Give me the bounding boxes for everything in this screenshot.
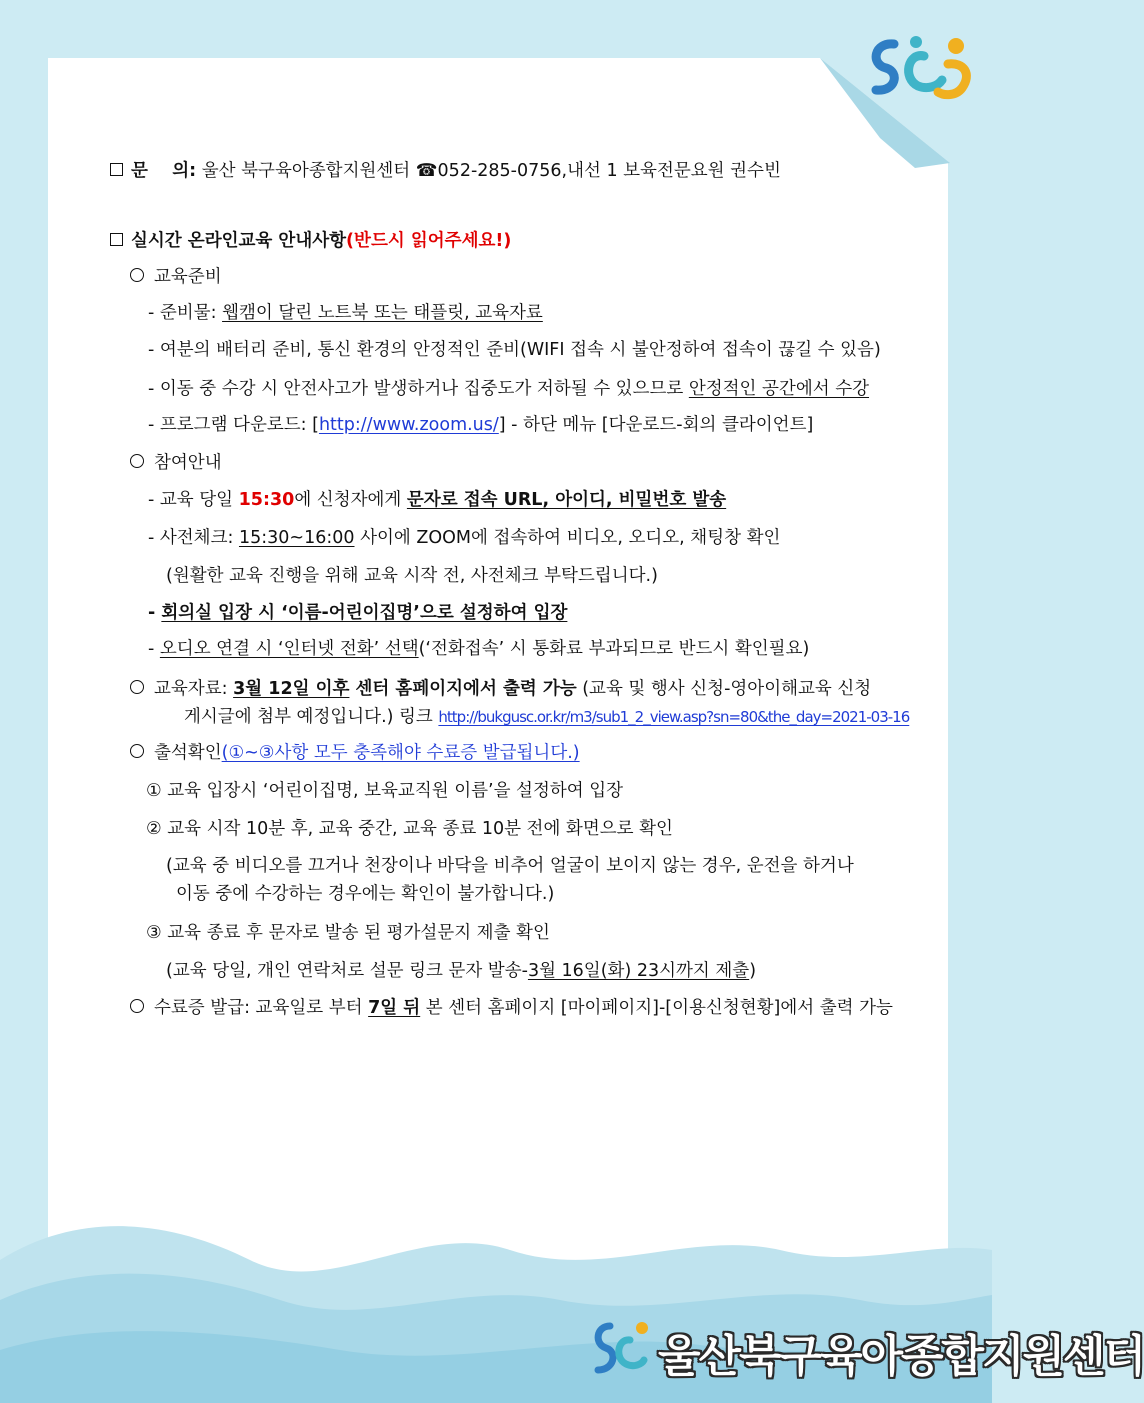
footer-logo-icon [592,1318,652,1380]
contact-label: 문 의: [131,161,197,181]
join-item-4-underlined: 오디오 연결 시 ‘인터넷 전화’ 선택 [159,639,419,659]
certificate-suffix: 본 센터 홈페이지 [마이페이지]-[이용신청현황]에서 출력 가능 [420,998,893,1018]
join-item-3 [148,602,567,624]
join-item-1-time: 15:30 [238,490,295,510]
material-bold-text: 센터 홈페이지에서 출력 가능 [349,679,577,699]
join-item-3-prefix: - [148,603,162,623]
center-logo-icon [864,34,976,102]
join-item-1-mid: 에 신청자에게 [294,490,407,510]
footer-center-name: 울산북구육아종합지원센터 [658,1331,1144,1382]
bullet-circle-icon [130,999,144,1013]
contact-text: 울산 북구육아종합지원센터 ☎052-285-0756,내선 1 보육전문요원 권수빈 [201,161,781,181]
join-item-1 [148,489,726,511]
contact-line [110,160,781,182]
join-item-2-underlined: 15:30~16:00 [238,528,355,548]
join-item-1-underlined: 문자로 접속 URL, 아이디, 비밀번호 발송 [406,490,727,510]
material-prefix: 교육자료: [154,679,234,699]
join-section-title [130,452,222,474]
join-title-text: 참여안내 [154,453,222,473]
notice-heading-emphasis: (반드시 읽어주세요!) [346,231,512,251]
attendance-condition-1: ① 교육 입장시 ‘어린이집명, 보육교직원 이름’을 설정하여 입장 [146,781,624,801]
join-item-2-suffix: 사이에 ZOOM에 접속하여 비디오, 오디오, 채팅창 확인 [354,528,781,548]
material-date: 3월 12일 이후 [233,679,350,699]
attendance-title-text: 출석확인 [154,743,222,763]
join-item-4-prefix: - [148,639,160,659]
bullet-circle-icon [130,744,144,758]
join-item-2-prefix: - 사전체크: [148,528,239,548]
join-item-2 [148,527,780,549]
attendance-condition-3-note [166,960,756,982]
prep-item-4 [148,414,813,436]
attendance-c3-deadline: 3월 16일(화) 23시까지 제출 [527,961,750,981]
certificate-days: 7일 뒤 [368,998,421,1018]
prep-item-4-suffix: ] - 하단 메뉴 [다운로드-회의 클라이언트] [498,415,814,435]
material-suffix: (교육 및 행사 신청-영아이해교육 신청 [576,679,872,699]
attendance-c3-note-suffix: ) [749,961,757,981]
material-line-1 [130,678,871,700]
attendance-c3-note-prefix: (교육 당일, 개인 연락처로 설문 링크 문자 발송- [166,961,528,981]
bullet-circle-icon [130,268,144,282]
attendance-section-title [130,742,580,764]
bullet-circle-icon [130,680,144,694]
prep-item-1-underlined: 웹캠이 달린 노트북 또는 태플릿, 교육자료 [222,303,543,323]
join-item-3-underlined: 회의실 입장 시 ‘이름-어린이집명’으로 설정하여 입장 [161,603,568,623]
notice-heading-text: 실시간 온라인교육 안내사항 [131,231,347,251]
prep-section-title [130,266,222,288]
certificate-prefix: 수료증 발급: 교육일로 부터 [154,998,369,1018]
certificate-line [130,997,893,1019]
attendance-note: (①~③사항 모두 충족해야 수료증 발급됩니다.) [221,743,580,763]
notice-heading [110,230,511,252]
material-line-2 [184,706,909,728]
bullet-circle-icon [130,454,144,468]
prep-item-1 [148,302,543,324]
attendance-condition-2-note-1: (교육 중 비디오를 끄거나 천장이나 바닥을 비추어 얼굴이 보이지 않는 경우, 운전을 하거나 [166,856,854,876]
attendance-condition-2-note-2: 이동 중에 수강하는 경우에는 확인이 불가합니다.) [176,884,555,904]
prep-item-3-prefix: - 이동 중 수강 시 안전사고가 발생하거나 집중도가 저하될 수 있으므로 [148,379,689,399]
join-item-1-prefix: - 교육 당일 [148,490,239,510]
join-item-2-note: (원활한 교육 진행을 위해 교육 시작 전, 사전체크 부탁드립니다.) [166,566,658,586]
checkbox-square-icon [110,233,123,246]
material-board-link[interactable]: http://bukgusc.or.kr/m3/sub1_2_view.asp?sn=80&the_day=2021-03-16 [438,708,910,726]
prep-title-text: 교육준비 [154,267,222,287]
prep-item-3-underlined: 안정적인 공간에서 수강 [688,379,870,399]
join-item-4-suffix: (‘전화접속’ 시 통화료 부과되므로 반드시 확인필요) [418,639,810,659]
material-line-2-text: 게시글에 첨부 예정입니다.) 링크 [184,707,439,727]
prep-item-2: - 여분의 배터리 준비, 통신 환경의 안정적인 준비(WIFI 접속 시 불안정하여 접속이 끊길 수 있음) [148,340,881,360]
attendance-condition-3: ③ 교육 종료 후 문자로 발송 된 평가설문지 제출 확인 [146,923,550,943]
zoom-download-link[interactable]: http://www.zoom.us/ [318,415,499,435]
attendance-condition-2: ② 교육 시작 10분 후, 교육 중간, 교육 종료 10분 전에 화면으로 확인 [146,819,673,839]
prep-item-4-prefix: - 프로그램 다운로드: [ [148,415,319,435]
join-item-4 [148,638,809,660]
prep-item-3 [148,378,869,400]
checkbox-square-icon [110,163,123,176]
prep-item-1-prefix: - 준비물: [148,303,223,323]
